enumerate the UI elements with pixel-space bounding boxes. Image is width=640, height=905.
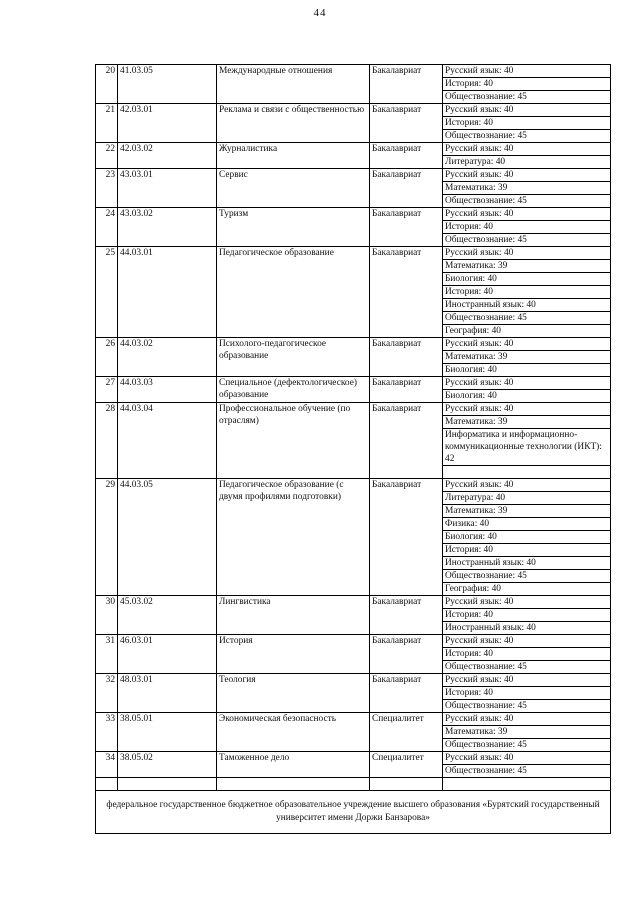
- program-name: Лингвистика: [217, 596, 370, 635]
- program-code: 42.03.01: [118, 104, 217, 143]
- exam-requirement: Русский язык: 40: [443, 208, 611, 221]
- table-row: [96, 377, 611, 390]
- education-level: Бакалавриат: [370, 104, 443, 143]
- row-number: 28: [96, 403, 118, 479]
- program-code: 38.05.01: [118, 713, 217, 752]
- program-code: 43.03.01: [118, 169, 217, 208]
- blank-cell: [217, 778, 370, 791]
- education-level: Бакалавриат: [370, 596, 443, 635]
- table-row: [96, 208, 611, 221]
- table-row: [96, 143, 611, 156]
- exam-requirement: География: 40: [443, 325, 611, 338]
- row-number: 22: [96, 143, 118, 169]
- education-level: Бакалавриат: [370, 674, 443, 713]
- blank-row: [96, 778, 611, 791]
- exam-requirement: Русский язык: 40: [443, 247, 611, 260]
- exam-requirement: Русский язык: 40: [443, 338, 611, 351]
- education-level: Специалитет: [370, 752, 443, 778]
- exam-requirement: Математика: 39: [443, 505, 611, 518]
- row-number: 30: [96, 596, 118, 635]
- exam-requirement: Русский язык: 40: [443, 377, 611, 390]
- program-name: Сервис: [217, 169, 370, 208]
- education-level: Бакалавриат: [370, 403, 443, 479]
- exam-requirement: Биология: 40: [443, 364, 611, 377]
- program-code: 44.03.04: [118, 403, 217, 479]
- program-code: 44.03.01: [118, 247, 217, 338]
- row-number: 27: [96, 377, 118, 403]
- exam-requirement: Математика: 39: [443, 351, 611, 364]
- exam-requirement: Обществознание: 45: [443, 570, 611, 583]
- blank-cell: [443, 778, 611, 791]
- exam-requirement: Биология: 40: [443, 273, 611, 286]
- program-code: 45.03.02: [118, 596, 217, 635]
- row-number: 21: [96, 104, 118, 143]
- education-level: Бакалавриат: [370, 65, 443, 104]
- program-code: 44.03.05: [118, 479, 217, 596]
- education-level: Бакалавриат: [370, 169, 443, 208]
- exam-requirement: Математика: 39: [443, 726, 611, 739]
- program-name: Реклама и связи с общественностью: [217, 104, 370, 143]
- exam-requirement: Литература: 40: [443, 492, 611, 505]
- exam-requirement: Обществознание: 45: [443, 195, 611, 208]
- program-code: 44.03.02: [118, 338, 217, 377]
- exam-requirement: Русский язык: 40: [443, 479, 611, 492]
- exam-requirement: Биология: 40: [443, 390, 611, 403]
- education-level: Бакалавриат: [370, 143, 443, 169]
- program-name: Международные отношения: [217, 65, 370, 104]
- exam-requirement: Математика: 39: [443, 182, 611, 195]
- exam-requirement: Физика: 40: [443, 518, 611, 531]
- exam-requirement: История: 40: [443, 544, 611, 557]
- program-name: Экономическая безопасность: [217, 713, 370, 752]
- table-row: [96, 479, 611, 492]
- exam-requirement: История: 40: [443, 609, 611, 622]
- row-number: 20: [96, 65, 118, 104]
- exam-requirement: История: 40: [443, 648, 611, 661]
- table-row: [96, 674, 611, 687]
- exam-requirement: Обществознание: 45: [443, 700, 611, 713]
- education-level: Специалитет: [370, 713, 443, 752]
- row-number: 29: [96, 479, 118, 596]
- program-code: 41.03.05: [118, 65, 217, 104]
- admission-table: [95, 64, 611, 834]
- exam-requirement: Русский язык: 40: [443, 752, 611, 765]
- exam-requirement: География: 40: [443, 583, 611, 596]
- table-row: [96, 65, 611, 78]
- education-level: Бакалавриат: [370, 247, 443, 338]
- exam-requirement: Иностранный язык: 40: [443, 622, 611, 635]
- program-code: 44.03.03: [118, 377, 217, 403]
- row-number: 24: [96, 208, 118, 247]
- program-code: 43.03.02: [118, 208, 217, 247]
- table-row: [96, 635, 611, 648]
- row-number: 25: [96, 247, 118, 338]
- table-row: [96, 338, 611, 351]
- exam-requirement: Русский язык: 40: [443, 635, 611, 648]
- exam-requirement: Информатика и информационно-коммуникационные технологии (ИКТ): 42: [443, 429, 611, 466]
- table-row: [96, 104, 611, 117]
- program-name: Специальное (дефектологическое) образование: [217, 377, 370, 403]
- exam-requirement: Русский язык: 40: [443, 169, 611, 182]
- exam-requirement: Русский язык: 40: [443, 65, 611, 78]
- row-number: 23: [96, 169, 118, 208]
- exam-requirement: Математика: 39: [443, 416, 611, 429]
- exam-requirement: История: 40: [443, 687, 611, 700]
- exam-requirement: Обществознание: 45: [443, 661, 611, 674]
- program-code: 42.03.02: [118, 143, 217, 169]
- exam-requirement: История: 40: [443, 78, 611, 91]
- footer-row: [96, 791, 611, 834]
- table-row: [96, 713, 611, 726]
- exam-requirement: Литература: 40: [443, 156, 611, 169]
- education-level: Бакалавриат: [370, 208, 443, 247]
- exam-requirement: Русский язык: 40: [443, 143, 611, 156]
- exam-requirement: Иностранный язык: 40: [443, 299, 611, 312]
- blank-cell: [118, 778, 217, 791]
- exam-requirement: Русский язык: 40: [443, 674, 611, 687]
- program-code: 46.03.01: [118, 635, 217, 674]
- exam-requirement: Русский язык: 40: [443, 403, 611, 416]
- exam-requirement: [443, 466, 611, 479]
- program-code: 48.03.01: [118, 674, 217, 713]
- program-code: 38.05.02: [118, 752, 217, 778]
- row-number: 26: [96, 338, 118, 377]
- row-number: 34: [96, 752, 118, 778]
- program-name: Туризм: [217, 208, 370, 247]
- exam-requirement: История: 40: [443, 221, 611, 234]
- exam-requirement: Русский язык: 40: [443, 104, 611, 117]
- row-number: 31: [96, 635, 118, 674]
- exam-requirement: Обществознание: 45: [443, 312, 611, 325]
- table-row: [96, 752, 611, 765]
- program-name: История: [217, 635, 370, 674]
- exam-requirement: Русский язык: 40: [443, 596, 611, 609]
- exam-requirement: Русский язык: 40: [443, 713, 611, 726]
- education-level: Бакалавриат: [370, 377, 443, 403]
- table-row: [96, 169, 611, 182]
- exam-requirement: История: 40: [443, 117, 611, 130]
- table-row: [96, 247, 611, 260]
- program-name: Педагогическое образование: [217, 247, 370, 338]
- program-name: Теология: [217, 674, 370, 713]
- exam-requirement: Обществознание: 45: [443, 130, 611, 143]
- education-level: Бакалавриат: [370, 338, 443, 377]
- education-level: Бакалавриат: [370, 635, 443, 674]
- row-number: 33: [96, 713, 118, 752]
- row-number: 32: [96, 674, 118, 713]
- exam-requirement: Биология: 40: [443, 531, 611, 544]
- blank-cell: [370, 778, 443, 791]
- program-name: Педагогическое образование (с двумя профилями подготовки): [217, 479, 370, 596]
- exam-requirement: Обществознание: 45: [443, 739, 611, 752]
- blank-cell: [96, 778, 118, 791]
- page-number: 44: [313, 7, 327, 19]
- program-name: Психолого-педагогическое образование: [217, 338, 370, 377]
- exam-requirement: История: 40: [443, 286, 611, 299]
- table-body: [96, 65, 611, 834]
- education-level: Бакалавриат: [370, 479, 443, 596]
- exam-requirement: Обществознание: 45: [443, 234, 611, 247]
- program-name: Журналистика: [217, 143, 370, 169]
- program-name: Таможенное дело: [217, 752, 370, 778]
- exam-requirement: Обществознание: 45: [443, 91, 611, 104]
- exam-requirement: Обществознание: 45: [443, 765, 611, 778]
- university-name: федеральное государственное бюджетное образовательное учреждение высшего образования «Бурятский государственный университет имени Доржи Банзарова»: [96, 791, 611, 834]
- table-row: [96, 596, 611, 609]
- exam-requirement: Математика: 39: [443, 260, 611, 273]
- program-name: Профессиональное обучение (по отраслям): [217, 403, 370, 479]
- table-row: [96, 403, 611, 416]
- exam-requirement: Иностранный язык: 40: [443, 557, 611, 570]
